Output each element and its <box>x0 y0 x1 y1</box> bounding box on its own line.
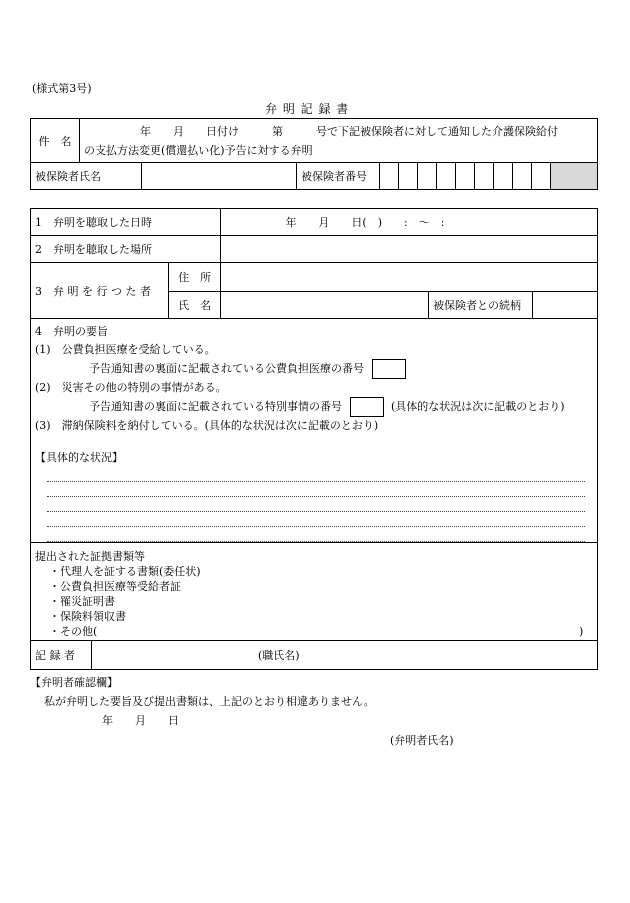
item3: (3) 滞納保険料を納付している。(具体的な状況は次に記載のとおり) <box>35 419 379 432</box>
recorder-row <box>31 641 598 670</box>
name-field[interactable] <box>221 292 429 319</box>
document-item: ・代理人を証する書類(委任状) <box>49 565 201 578</box>
situation-line[interactable] <box>47 482 585 497</box>
documents-section <box>31 543 598 641</box>
insured-number-digit[interactable] <box>494 163 513 190</box>
item2-sub-text: 予告通知書の裏面に記載されている特別事情の番号 <box>89 400 342 413</box>
insured-number-digit[interactable] <box>399 163 418 190</box>
insured-number-digit[interactable] <box>475 163 494 190</box>
section1-datetime[interactable]: 年 月 日( ) : 〜 : <box>221 209 598 236</box>
insured-number-digit[interactable] <box>437 163 456 190</box>
section3-label: 3 弁 明 を 行 つ た 者 <box>31 263 169 319</box>
insured-name-label: 被保険者氏名 <box>31 163 142 190</box>
section4-summary <box>31 319 598 543</box>
confirmation-statement: 私が弁明した要旨及び提出書類は、上記のとおり相違ありません。 <box>44 695 375 708</box>
page-title: 弁 明 記 録 書 <box>265 102 350 116</box>
recorder-label: 記 録 者 <box>31 641 92 669</box>
document-item: ・保険料領収書 <box>49 610 126 623</box>
shaded-cell <box>551 163 598 190</box>
document-item: ・公費負担医療等受給者証 <box>49 580 181 593</box>
document-item-other-label: ・その他( <box>49 625 98 638</box>
insured-number-label: 被保険者番号 <box>297 163 380 190</box>
document-item-other <box>35 624 597 639</box>
section1-label: 1 弁明を聴取した日時 <box>31 209 221 236</box>
insured-name-field[interactable] <box>142 163 297 190</box>
document-item: ・罹災証明書 <box>49 595 115 608</box>
special-circumstance-number-box[interactable] <box>350 397 384 417</box>
other-close-paren: ) <box>579 625 584 638</box>
confirmation-signature[interactable]: (弁明者氏名) <box>390 734 454 747</box>
insured-number-digit[interactable] <box>532 163 551 190</box>
relation-label: 被保険者との続柄 <box>429 292 533 319</box>
item2-note: (具体的な状況は次に記載のとおり) <box>391 400 565 413</box>
situation-line[interactable] <box>47 512 585 527</box>
subject-table <box>30 118 598 190</box>
subject-line-2: の支払方法変更(償還払い化)予告に対する弁明 <box>84 143 313 157</box>
insured-number-digit[interactable] <box>418 163 437 190</box>
record-table <box>30 208 598 670</box>
situation-line[interactable] <box>47 527 585 542</box>
subject-label: 件 名 <box>31 119 80 163</box>
section2-label: 2 弁明を聴取した場所 <box>31 236 221 263</box>
insured-number-digit[interactable] <box>456 163 475 190</box>
form-number: (様式第3号) <box>32 82 92 95</box>
insured-number-digit[interactable] <box>513 163 532 190</box>
situation-label: 【具体的な状況】 <box>35 451 123 464</box>
insured-number-digit[interactable] <box>380 163 399 190</box>
situation-line[interactable] <box>47 467 585 482</box>
section2-place-field[interactable] <box>221 236 598 263</box>
section4-heading: 4 弁明の要旨 <box>35 325 108 338</box>
item1-sub-text: 予告通知書の裏面に記載されている公費負担医療の番号 <box>89 362 364 375</box>
relation-field[interactable] <box>533 292 598 319</box>
address-label: 住 所 <box>168 263 221 292</box>
subject-line-1: 年 月 日付け 第 号で下記被保険者に対して通知した介護保険給付 <box>140 124 558 138</box>
address-field[interactable] <box>221 263 598 292</box>
public-medical-number-box[interactable] <box>372 359 406 379</box>
confirmation-heading: 【弁明者確認欄】 <box>30 676 118 689</box>
subject-text <box>80 119 598 163</box>
item2: (2) 災害その他の特別の事情がある。 <box>35 381 227 394</box>
situation-line[interactable] <box>47 497 585 512</box>
name-label: 氏 名 <box>168 292 221 319</box>
recorder-official-name[interactable]: (職氏名) <box>258 649 300 662</box>
item1: (1) 公費負担医療を受給している。 <box>35 343 216 356</box>
item1-sub-row <box>35 359 597 379</box>
item2-sub-row <box>35 397 597 417</box>
confirmation-date[interactable]: 年 月 日 <box>102 714 179 727</box>
documents-heading: 提出された証拠書類等 <box>35 550 145 563</box>
